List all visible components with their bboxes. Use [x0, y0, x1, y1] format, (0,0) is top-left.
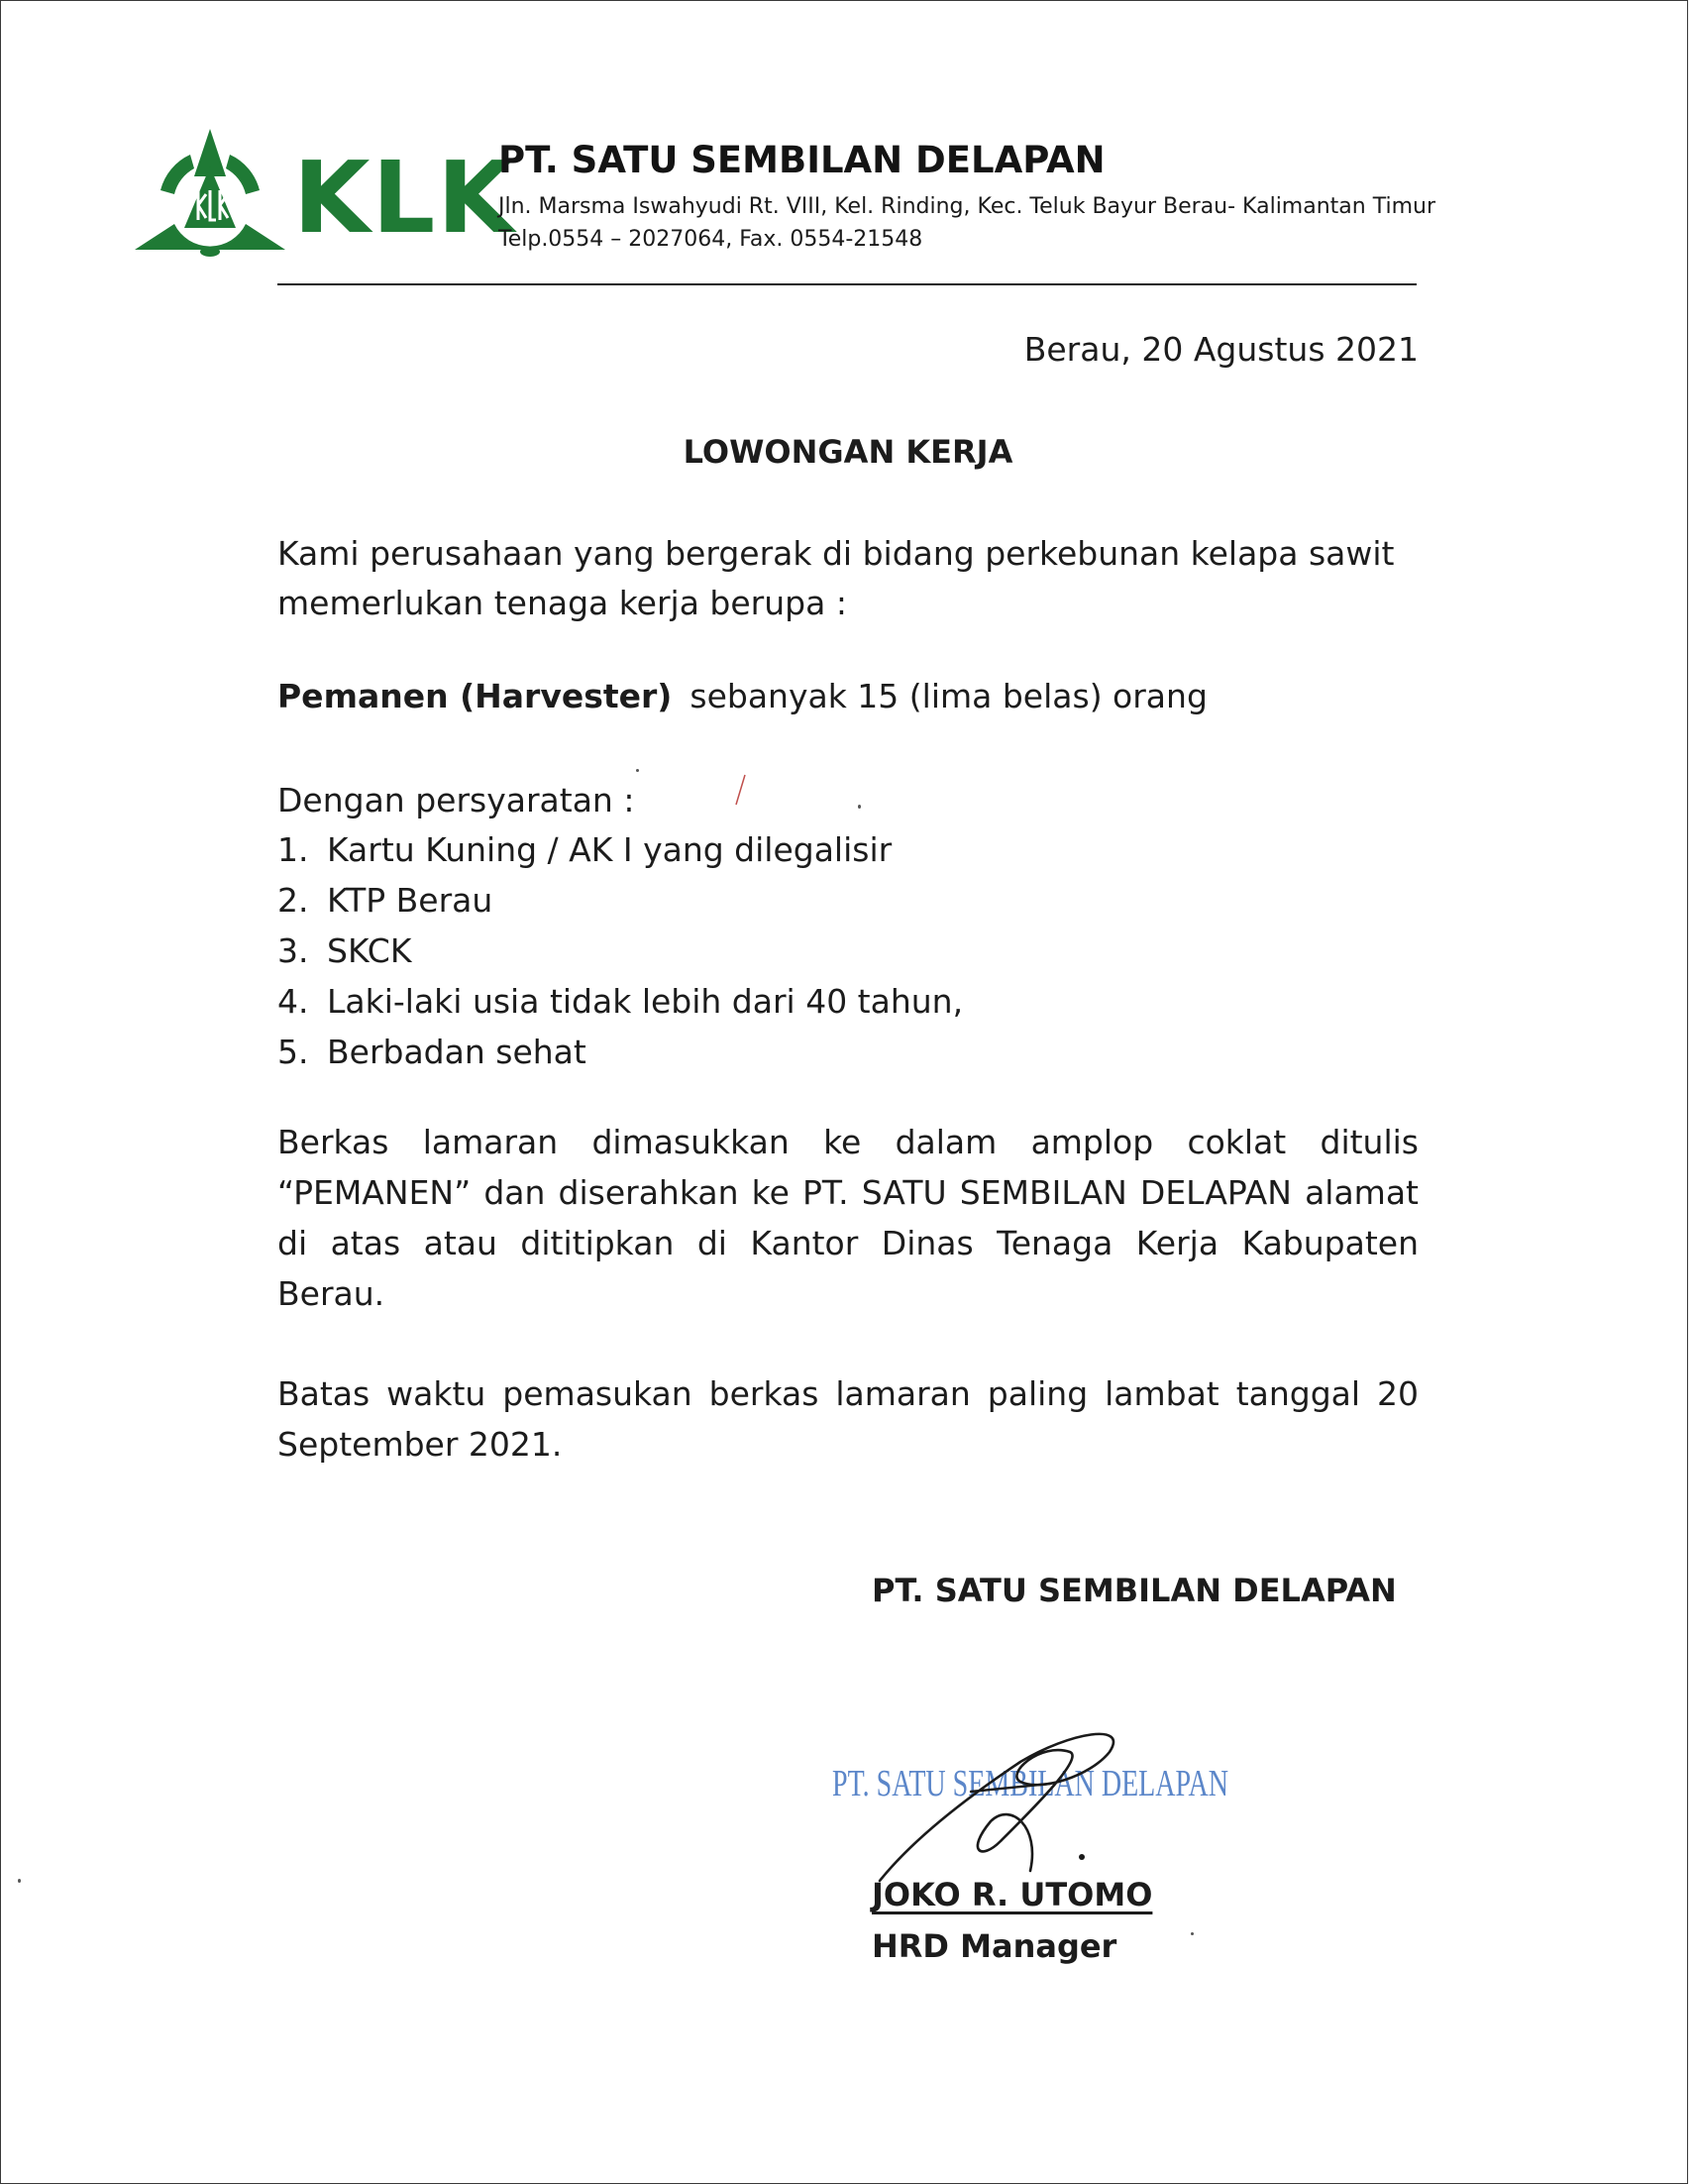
intro-line-1: Kami perusahaan yang bergerak di bidang perkebunan kelapa sawit: [277, 534, 1395, 573]
scan-speck: [858, 805, 861, 809]
company-phone: Telp.0554 – 2027064, Fax. 0554-21548: [498, 227, 923, 252]
requirements-heading: Dengan persyaratan :: [277, 781, 635, 819]
position-title: Pemanen (Harvester): [277, 677, 673, 715]
intro-paragraph: [277, 529, 1394, 628]
deadline-paragraph: [277, 1368, 1419, 1470]
list-item-number: 5.: [277, 1033, 309, 1071]
list-item-text: Berbadan sehat: [327, 1033, 586, 1071]
scan-speck: [636, 769, 639, 772]
company-name: PT. SATU SEMBILAN DELAPAN: [498, 139, 1106, 181]
position-line: [277, 672, 1208, 721]
list-item-text: Laki-laki usia tidak lebih dari 40 tahun,: [327, 982, 964, 1021]
signer-role: HRD Manager: [872, 1927, 1117, 1965]
list-item: [277, 875, 963, 926]
list-item: [277, 926, 963, 976]
list-item-text: Kartu Kuning / AK I yang dilegalisir: [327, 830, 893, 869]
klk-emblem-icon: [135, 125, 285, 268]
list-item-text: SKCK: [327, 931, 412, 970]
requirements-list: [277, 824, 963, 1077]
handwritten-signature: [872, 1722, 1199, 1891]
list-item: [277, 976, 963, 1027]
letter-title: LOWONGAN KERJA: [683, 433, 1013, 471]
list-item-number: 3.: [277, 931, 309, 970]
intro-line-2: memerlukan tenaga kerja berupa :: [277, 584, 847, 622]
signer-name: JOKO R. UTOMO: [872, 1876, 1153, 1913]
scan-speck: [18, 1879, 21, 1883]
header-divider: [277, 283, 1417, 285]
signature-company: PT. SATU SEMBILAN DELAPAN: [872, 1572, 1397, 1609]
list-item: [277, 1027, 963, 1077]
submission-paragraph: [277, 1117, 1419, 1319]
list-item-number: 2.: [277, 881, 309, 920]
position-count: sebanyak 15 (lima belas) orang: [689, 677, 1208, 715]
list-item-number: 1.: [277, 830, 309, 869]
klk-logo-text: KLK: [293, 140, 516, 256]
stamp-text: PT. SATU SEMBILAN DELAPAN: [832, 1763, 1228, 1804]
scan-speck: [1191, 1932, 1194, 1935]
deadline-text: Batas waktu pemasukan berkas lamaran paling lambat tanggal 20 September 2021.: [277, 1374, 1419, 1464]
list-item-number: 4.: [277, 982, 309, 1021]
list-item: [277, 824, 963, 875]
scan-mark: [733, 773, 747, 807]
letter-date: Berau, 20 Agustus 2021: [1023, 330, 1419, 369]
company-address: Jln. Marsma Iswahyudi Rt. VIII, Kel. Rinding, Kec. Teluk Bayur Berau- Kalimantan Timur: [498, 194, 1435, 219]
submission-text: Berkas lamaran dimasukkan ke dalam amplop coklat ditulis “PEMANEN” dan diserahkan ke PT. SATU SEMBILAN DELAPAN alamat di atas atau dititipkan di Kantor Dinas Tenaga Kerja Kabupaten Berau.: [277, 1123, 1419, 1313]
list-item-text: KTP Berau: [327, 881, 493, 920]
